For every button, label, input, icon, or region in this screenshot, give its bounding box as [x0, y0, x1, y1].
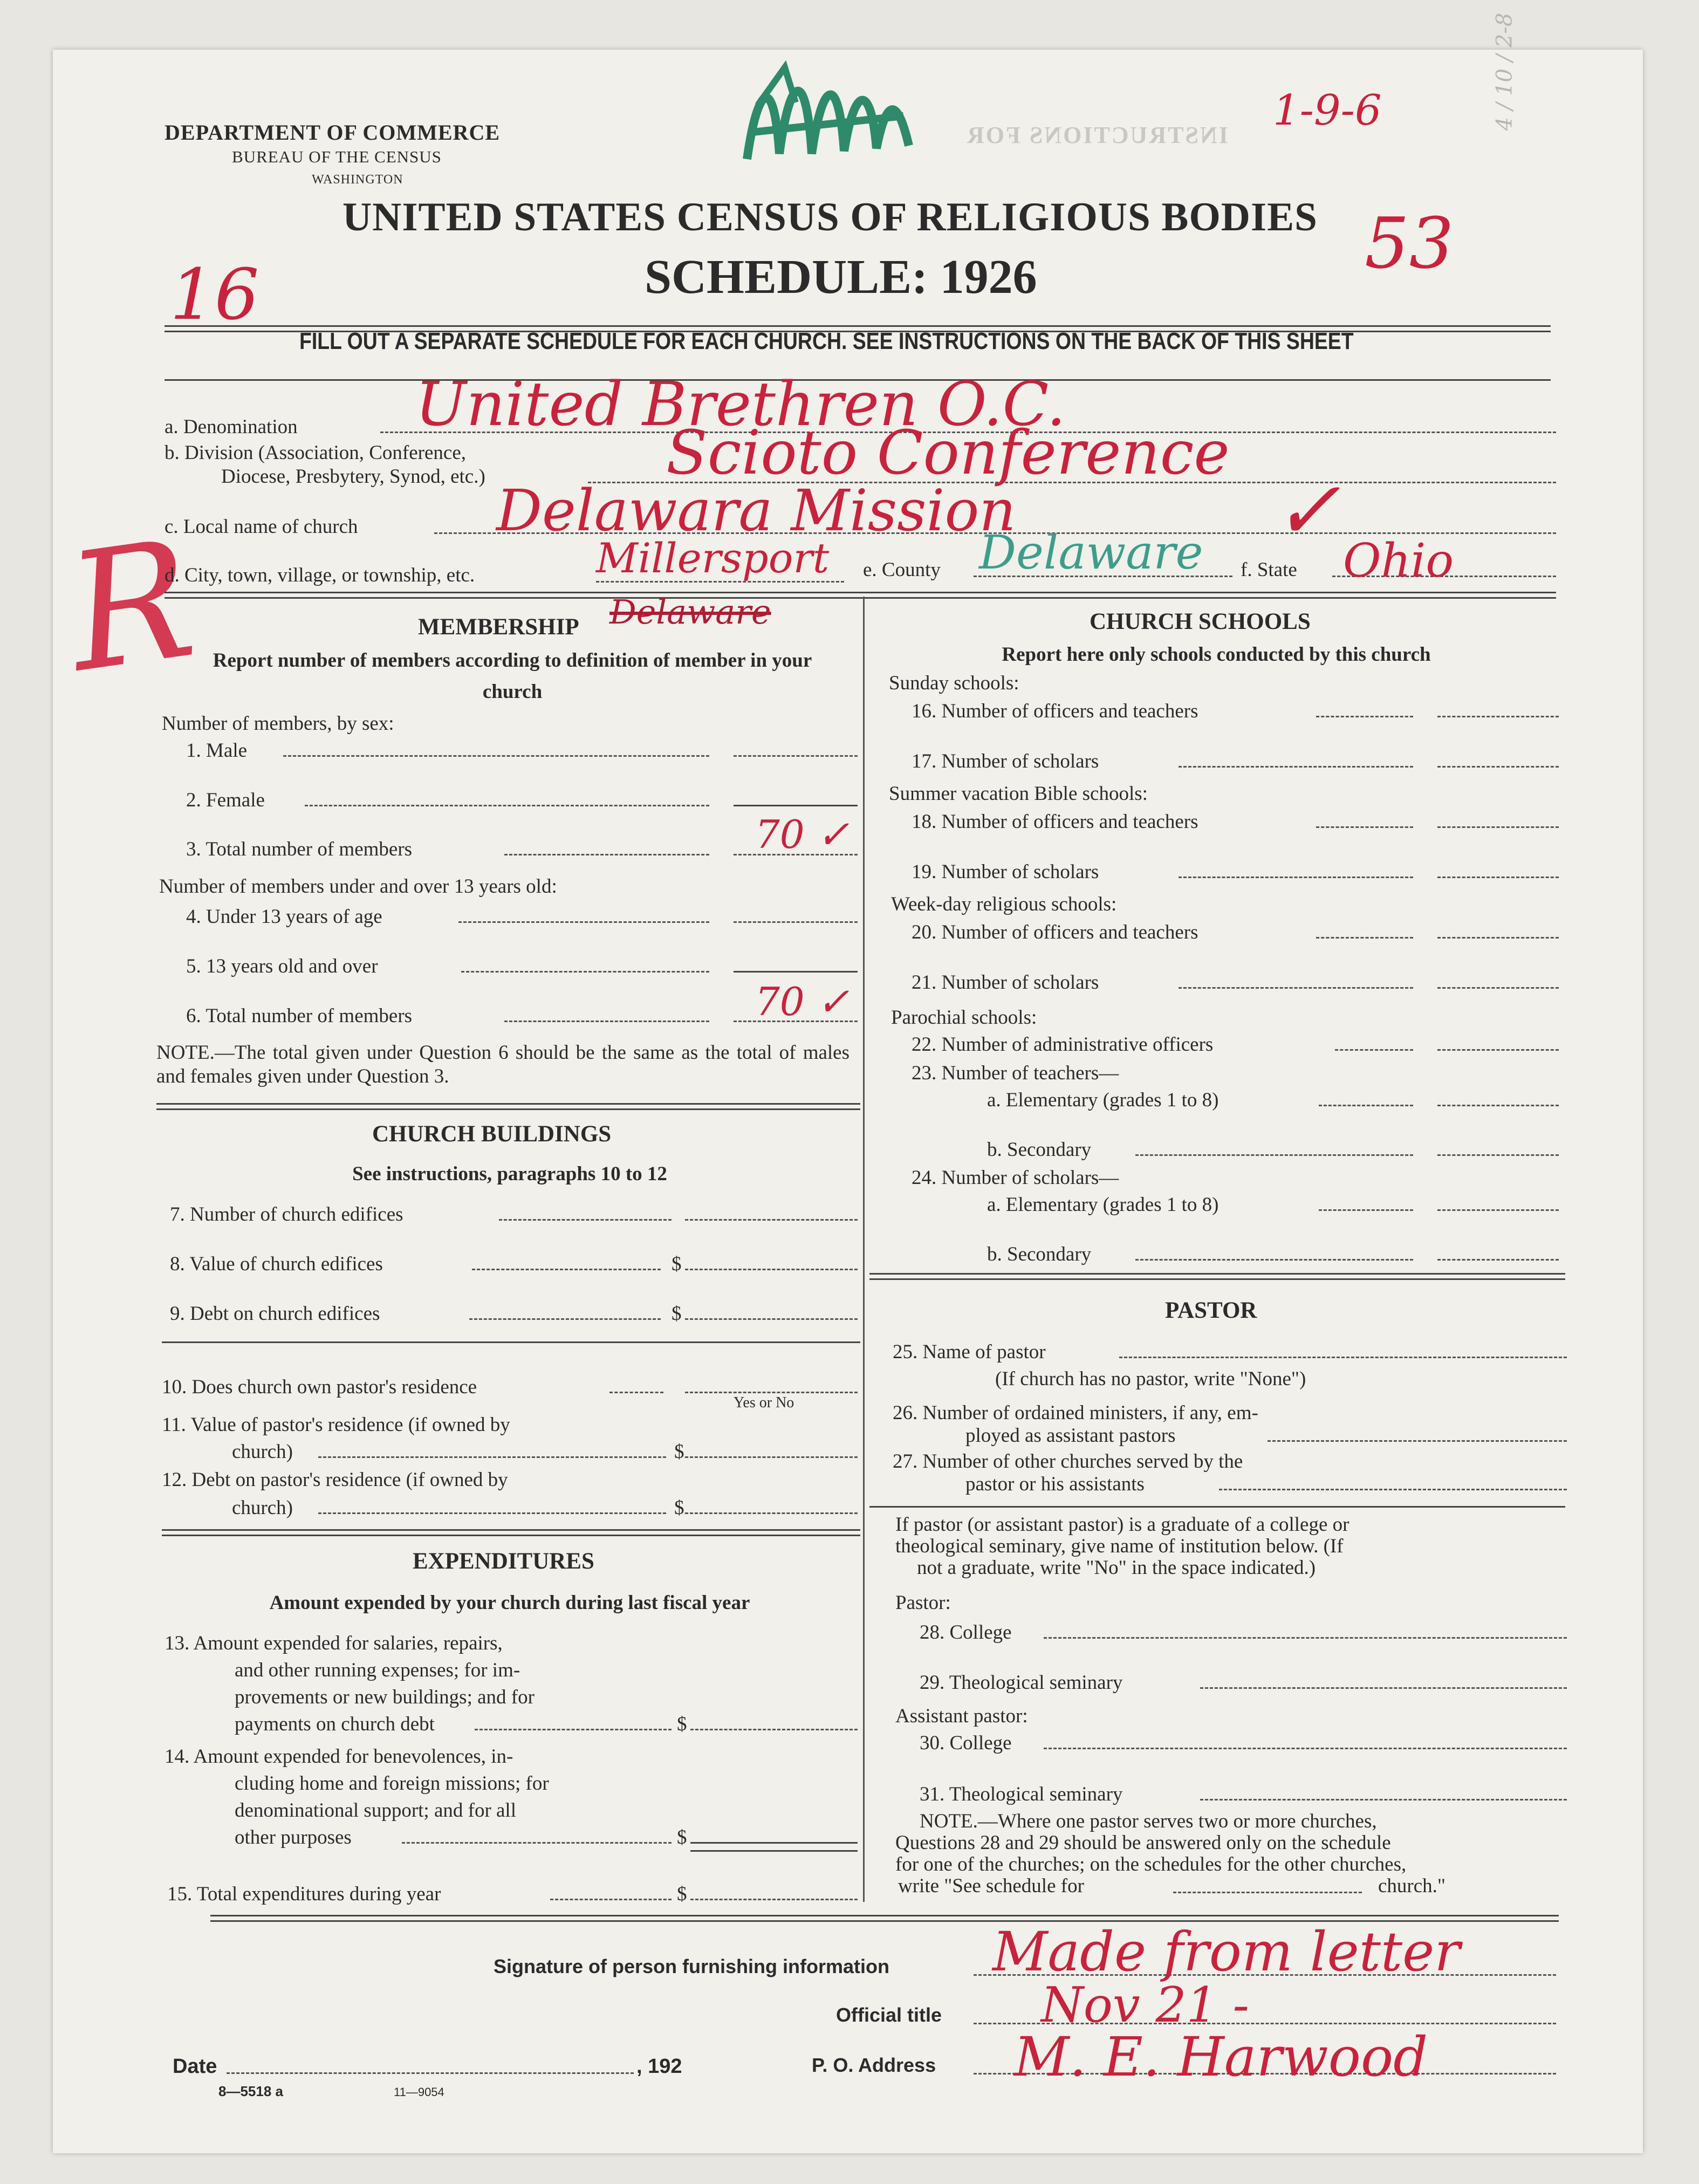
- q3-line: [504, 854, 709, 855]
- po-address-label: P. O. Address: [812, 2054, 936, 2076]
- date-year: , 192: [636, 2055, 682, 2078]
- q24b-line: [1135, 1259, 1413, 1261]
- pastor-note-4a: write "See schedule for: [898, 1875, 1084, 1897]
- q24a-line: [1319, 1209, 1413, 1211]
- q2-line: [305, 805, 709, 806]
- q22-line: [1335, 1049, 1413, 1051]
- q15-total-expenditures: 15. Total expenditures during year: [167, 1883, 441, 1905]
- q21-line: [1179, 987, 1413, 989]
- q13-dollar: $: [677, 1713, 687, 1735]
- weekday-schools-label: Week-day religious schools:: [891, 893, 1117, 915]
- q23a-answer[interactable]: [1437, 1105, 1559, 1106]
- q22-answer[interactable]: [1437, 1049, 1559, 1051]
- q4-line: [458, 921, 709, 923]
- instruction-banner: FILL OUT A SEPARATE SCHEDULE FOR EACH CHURCH. SEE INSTRUCTIONS ON THE BACK OF THIS SHEET: [299, 328, 1354, 354]
- pastor-heading: PASTOR: [1165, 1298, 1257, 1323]
- struck-city-value: Delaware: [609, 592, 771, 632]
- vacation-schools-label: Summer vacation Bible schools:: [889, 783, 1148, 805]
- q14-line2: cluding home and foreign missions; for: [235, 1772, 549, 1795]
- form-number: 8—5518 a: [218, 2083, 283, 2099]
- check-mark: ✓: [1273, 464, 1341, 558]
- division-label-line1: b. Division (Association, Conference,: [165, 442, 466, 464]
- q15-dollar: $: [677, 1883, 687, 1905]
- pastor-note-1: NOTE.—Where one pastor serves two or more churches,: [920, 1810, 1377, 1832]
- q1-line: [283, 755, 709, 757]
- q20-weekday-officers: 20. Number of officers and teachers: [912, 921, 1198, 943]
- q3-total-members: 3. Total number of members: [186, 838, 413, 860]
- q23a-line: [1319, 1105, 1413, 1106]
- q6-line: [504, 1021, 709, 1022]
- pastor-label: Pastor:: [895, 1592, 951, 1614]
- q1-male: 1. Male: [186, 740, 248, 762]
- q27-answer[interactable]: [1219, 1489, 1567, 1490]
- pastor-note-2: Questions 28 and 29 should be answered only on the schedule: [895, 1832, 1391, 1854]
- q23b-line: [1135, 1154, 1413, 1156]
- date-annotation: 1-9-6: [1273, 86, 1382, 135]
- buildings-heading: CHURCH BUILDINGS: [372, 1121, 612, 1147]
- q12-answer[interactable]: [685, 1512, 858, 1514]
- q17-line: [1179, 766, 1413, 768]
- q9-dollar: $: [672, 1303, 682, 1325]
- denomination-value[interactable]: United Brethren O.C.: [415, 369, 1066, 440]
- local-name-value[interactable]: Delawara Mission: [496, 477, 1016, 544]
- q6-answer[interactable]: 70 ✓: [755, 979, 850, 1024]
- schedule-title: UNITED STATES CENSUS OF RELIGIOUS BODIES: [342, 195, 1318, 239]
- city-label: d. City, town, village, or township, etc.: [165, 564, 475, 586]
- city-value[interactable]: Millersport: [596, 534, 830, 582]
- q17-answer[interactable]: [1437, 766, 1559, 768]
- q23b-answer[interactable]: [1437, 1154, 1559, 1156]
- number-annotation-right: 53: [1365, 202, 1454, 284]
- q26-answer[interactable]: [1268, 1440, 1567, 1442]
- q14-benevolences: 14. Amount expended for benevolences, in-: [165, 1745, 513, 1768]
- q8-line: [472, 1269, 661, 1270]
- q25-answer[interactable]: [1119, 1357, 1567, 1358]
- q18-line: [1316, 826, 1413, 828]
- q20-line: [1316, 937, 1413, 939]
- q7-answer[interactable]: [685, 1219, 858, 1221]
- q21-answer[interactable]: [1437, 987, 1559, 989]
- membership-intro: Report number of members according to definition of member in your church: [213, 649, 812, 703]
- identification-rule: [165, 592, 1556, 599]
- q12-line: [318, 1512, 666, 1514]
- q26-line2: ployed as assistant pastors: [965, 1425, 1176, 1447]
- q11-answer[interactable]: [685, 1456, 858, 1458]
- membership-rule: [156, 1103, 860, 1110]
- q2-female: 2. Female: [186, 789, 265, 811]
- q17-sunday-scholars: 17. Number of scholars: [912, 750, 1099, 772]
- q29-seminary: 29. Theological seminary: [920, 1672, 1123, 1694]
- print-number: 11—9054: [394, 2085, 444, 2099]
- denomination-label: a. Denomination: [165, 416, 298, 438]
- q20-answer[interactable]: [1437, 937, 1559, 939]
- q1-answer[interactable]: [734, 755, 858, 757]
- membership-heading: MEMBERSHIP: [418, 614, 579, 640]
- q9-line: [469, 1318, 661, 1320]
- q5-answer[interactable]: [734, 971, 858, 973]
- green-scribble-mark: [736, 51, 920, 191]
- q27-line2: pastor or his assistants: [965, 1473, 1145, 1495]
- schools-intro: Report here only schools conducted by this church: [1002, 643, 1431, 666]
- q4-under-13: 4. Under 13 years of age: [186, 906, 382, 928]
- q13-line4: payments on church debt: [235, 1713, 435, 1735]
- signature-value[interactable]: Made from letter: [992, 1920, 1461, 1983]
- schools-rule: [869, 1273, 1565, 1280]
- q10-answer[interactable]: [685, 1392, 858, 1393]
- q10-line: [609, 1392, 663, 1393]
- q24a-answer[interactable]: [1437, 1209, 1559, 1211]
- signature-label: Signature of person furnishing information: [494, 1955, 889, 1977]
- see-schedule-for-church[interactable]: [1173, 1892, 1362, 1893]
- date-label: Date: [173, 2055, 217, 2078]
- q14-line: [402, 1842, 672, 1844]
- expenditures-intro: Amount expended by your church during last fiscal year: [269, 1592, 750, 1614]
- q25-note: (If church has no pastor, write "None"): [995, 1368, 1306, 1390]
- q23a-elementary: a. Elementary (grades 1 to 8): [987, 1089, 1219, 1111]
- q15-answer[interactable]: [690, 1899, 858, 1900]
- q13-line: [475, 1729, 672, 1730]
- q16-sunday-officers: 16. Number of officers and teachers: [912, 700, 1198, 722]
- q31-seminary: 31. Theological seminary: [920, 1783, 1123, 1805]
- q28-college: 28. College: [920, 1621, 1012, 1644]
- q19-answer[interactable]: [1437, 877, 1559, 878]
- q24b-secondary: b. Secondary: [987, 1243, 1092, 1265]
- q5-13-and-over: 5. 13 years old and over: [186, 955, 378, 977]
- q31-answer[interactable]: [1200, 1799, 1567, 1800]
- schedule-subtitle: SCHEDULE: 1926: [645, 250, 1037, 304]
- pastor-note-4b: church.": [1378, 1875, 1446, 1897]
- membership-note: NOTE.—The total given under Question 6 should be the same as the total of males and females given under Question 3.: [156, 1042, 850, 1087]
- q8-edifice-value: 8. Value of church edifices: [170, 1253, 383, 1275]
- sunday-schools-label: Sunday schools:: [889, 672, 1019, 694]
- q14-total-rule: [690, 1850, 858, 1852]
- q7-church-edifices: 7. Number of church edifices: [170, 1203, 403, 1225]
- q18-answer[interactable]: [1437, 826, 1559, 828]
- county-label: e. County: [863, 559, 941, 581]
- county-value[interactable]: Delaware: [979, 526, 1203, 580]
- official-title-label: Official title: [836, 2004, 942, 2026]
- reverse-heading: INSTRUCTIONS FOR: [965, 122, 1228, 148]
- members-by-sex: Number of members, by sex:: [162, 713, 394, 735]
- q19-line: [1179, 877, 1413, 878]
- q23b-secondary: b. Secondary: [987, 1139, 1092, 1161]
- q16-line: [1316, 716, 1413, 717]
- q26-assistant-pastors: 26. Number of ordained ministers, if any, em-: [893, 1402, 1258, 1424]
- bureau-name: BUREAU OF THE CENSUS: [232, 147, 442, 166]
- q7-line: [499, 1219, 672, 1221]
- graduate-instruction-3: not a graduate, write "No" in the space indicated.): [917, 1557, 1316, 1579]
- q22-admin-officers: 22. Number of administrative officers: [912, 1033, 1214, 1056]
- q13-answer[interactable]: [690, 1729, 858, 1730]
- pastor-note-3: for one of the churches; on the schedules for the other churches,: [895, 1853, 1407, 1875]
- q15-line: [550, 1899, 672, 1900]
- q11-residence-value: 11. Value of pastor's residence (if owned by: [162, 1414, 510, 1436]
- schools-heading: CHURCH SCHOOLS: [1090, 609, 1311, 634]
- q24-scholars: 24. Number of scholars—: [912, 1167, 1119, 1189]
- q12-dollar: $: [674, 1497, 684, 1519]
- q24a-elementary: a. Elementary (grades 1 to 8): [987, 1194, 1219, 1216]
- q23-teachers: 23. Number of teachers—: [912, 1062, 1119, 1084]
- q14-line4: other purposes: [235, 1826, 352, 1848]
- q6-total-members: 6. Total number of members: [186, 1005, 413, 1027]
- division-label-line2: Diocese, Presbytery, Synod, etc.): [221, 465, 485, 488]
- q14-answer[interactable]: [690, 1842, 858, 1844]
- q10-owns-residence: 10. Does church own pastor's residence: [162, 1376, 477, 1398]
- pastor-mid-rule: [869, 1506, 1565, 1508]
- graduate-instruction-1: If pastor (or assistant pastor) is a graduate of a college or: [895, 1514, 1349, 1536]
- q13-line3: provements or new buildings; and for: [235, 1686, 535, 1708]
- q11-dollar: $: [674, 1441, 684, 1463]
- q18-vacation-officers: 18. Number of officers and teachers: [912, 811, 1198, 833]
- q24b-answer[interactable]: [1437, 1259, 1559, 1261]
- q5-line: [461, 971, 709, 973]
- division-value[interactable]: Scioto Conference: [666, 418, 1230, 488]
- q11-line: [318, 1456, 666, 1458]
- margin-r-mark: R: [57, 504, 205, 709]
- local-name-label: c. Local name of church: [165, 516, 358, 538]
- yes-or-no-hint: Yes or No: [734, 1394, 794, 1411]
- q13-running-expenses: 13. Amount expended for salaries, repairs,: [165, 1632, 503, 1654]
- q30-answer[interactable]: [1044, 1748, 1567, 1749]
- q13-line2: and other running expenses; for im-: [235, 1659, 520, 1681]
- parochial-schools-label: Parochial schools:: [891, 1007, 1037, 1029]
- members-by-age: Number of members under and over 13 years old:: [159, 875, 557, 898]
- q2-answer[interactable]: [734, 805, 858, 806]
- pencil-annotation: 4 / 10 / 2-8: [1492, 12, 1517, 131]
- q11-residence-value-cont: church): [232, 1441, 293, 1463]
- buildings-rule: [162, 1529, 860, 1536]
- q29-answer[interactable]: [1200, 1687, 1567, 1689]
- q14-line3: denominational support; and for all: [235, 1799, 516, 1822]
- number-annotation-left: 16: [170, 254, 259, 336]
- graduate-instruction-2: theological seminary, give name of institution below. (If: [895, 1535, 1344, 1557]
- department-name: DEPARTMENT OF COMMERCE: [165, 120, 501, 145]
- q28-answer[interactable]: [1044, 1637, 1567, 1639]
- date-line: [227, 2072, 634, 2074]
- q25-pastor-name: 25. Name of pastor: [893, 1341, 1046, 1363]
- q9-edifice-debt: 9. Debt on church edifices: [170, 1303, 380, 1325]
- city-name: WASHINGTON: [312, 173, 403, 187]
- column-divider: [863, 597, 865, 1902]
- q12-residence-debt: 12. Debt on pastor's residence (if owned by: [162, 1469, 508, 1491]
- q16-answer[interactable]: [1437, 716, 1559, 717]
- q14-dollar: $: [677, 1826, 687, 1848]
- q19-vacation-scholars: 19. Number of scholars: [912, 861, 1099, 883]
- state-value[interactable]: Ohio: [1343, 534, 1454, 588]
- q9-answer[interactable]: [685, 1318, 858, 1320]
- q27-other-churches: 27. Number of other churches served by the: [893, 1450, 1243, 1473]
- buildings-intro: See instructions, paragraphs 10 to 12: [352, 1163, 667, 1185]
- q30-college: 30. College: [920, 1732, 1012, 1754]
- q8-dollar: $: [672, 1253, 682, 1275]
- q4-answer[interactable]: [734, 921, 858, 923]
- q3-answer[interactable]: 70 ✓: [755, 812, 850, 857]
- official-title-value[interactable]: Nov 21 -: [1041, 1977, 1249, 2034]
- buildings-mid-rule: [162, 1341, 860, 1343]
- po-address-value[interactable]: M. E. Harwood: [1014, 2025, 1428, 2089]
- expenditures-heading: EXPENDITURES: [413, 1549, 594, 1574]
- q21-weekday-scholars: 21. Number of scholars: [912, 971, 1099, 994]
- assistant-pastor-label: Assistant pastor:: [895, 1705, 1028, 1727]
- q8-answer[interactable]: [685, 1269, 858, 1270]
- state-label: f. State: [1241, 559, 1297, 581]
- q12-residence-debt-cont: church): [232, 1497, 293, 1519]
